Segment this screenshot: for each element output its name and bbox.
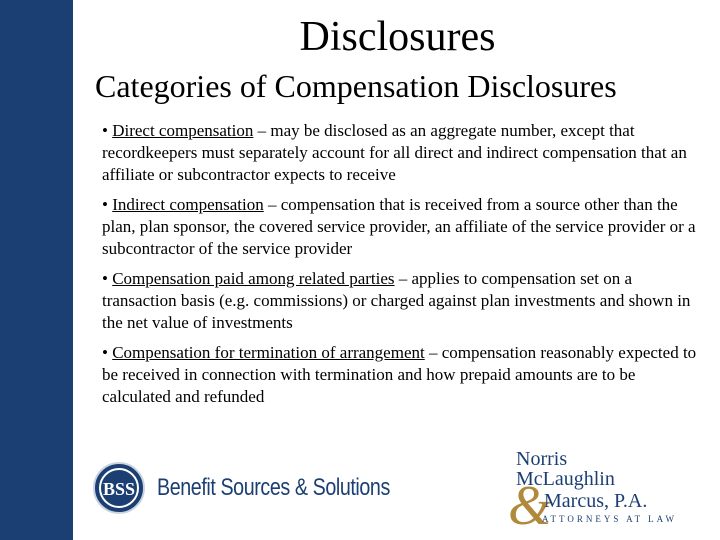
nmm-tagline: ATTORNEYS AT LAW <box>542 514 677 524</box>
bullet-text: – applies to compensation set on a transaction basis (e.g. commissions) or charged against plan investments and shown in the net value of investments <box>102 269 691 332</box>
bullet-termination <box>102 342 707 408</box>
slide-title: Disclosures <box>299 14 496 60</box>
bss-company-name: Benefit Sources & Solutions <box>157 474 390 501</box>
benefit-sources-logo <box>93 458 390 518</box>
bullet-term: Indirect compensation <box>112 195 264 214</box>
bullet-text: – compensation reasonably expected to be received in connection with termination and how prepaid amounts are to be calculated and refunded <box>102 343 697 406</box>
nmm-line-mclaughlin: McLaughlin <box>516 468 615 490</box>
bullet-marker: • <box>102 269 113 288</box>
bullet-marker: • <box>102 195 113 214</box>
bullet-text: – may be disclosed as an aggregate number, except that recordkeepers must separately account for all direct and indirect compensation that an affiliate or subcontractor expects to receive <box>102 121 687 184</box>
bss-seal-icon <box>93 462 145 514</box>
bullet-list <box>102 120 707 416</box>
sidebar-edge-line <box>73 0 75 540</box>
nmm-line-norris: Norris <box>516 448 568 470</box>
bullet-marker: • <box>102 343 113 362</box>
bullet-indirect-compensation <box>102 194 707 260</box>
norris-mclaughlin-logo <box>508 448 708 537</box>
bullet-direct-compensation <box>102 120 707 186</box>
nmm-line-marcus: Marcus, P.A. <box>544 490 648 512</box>
bullet-term: Direct compensation <box>112 121 254 140</box>
left-sidebar-band <box>0 0 73 540</box>
nmm-ampersand: & <box>508 475 552 537</box>
bullet-term: Compensation paid among related parties <box>112 269 395 288</box>
slide-subtitle: Categories of Compensation Disclosures <box>95 68 617 104</box>
bullet-marker: • <box>102 121 113 140</box>
bss-seal-text: BSS <box>102 479 136 499</box>
bullet-text: – compensation that is received from a source other than the plan, plan sponsor, the covered service provider, an affiliate of the service provider or a subcontractor of the service provider <box>102 195 696 258</box>
bullet-term: Compensation for termination of arrangement <box>112 343 425 362</box>
bullet-related-parties <box>102 268 707 334</box>
